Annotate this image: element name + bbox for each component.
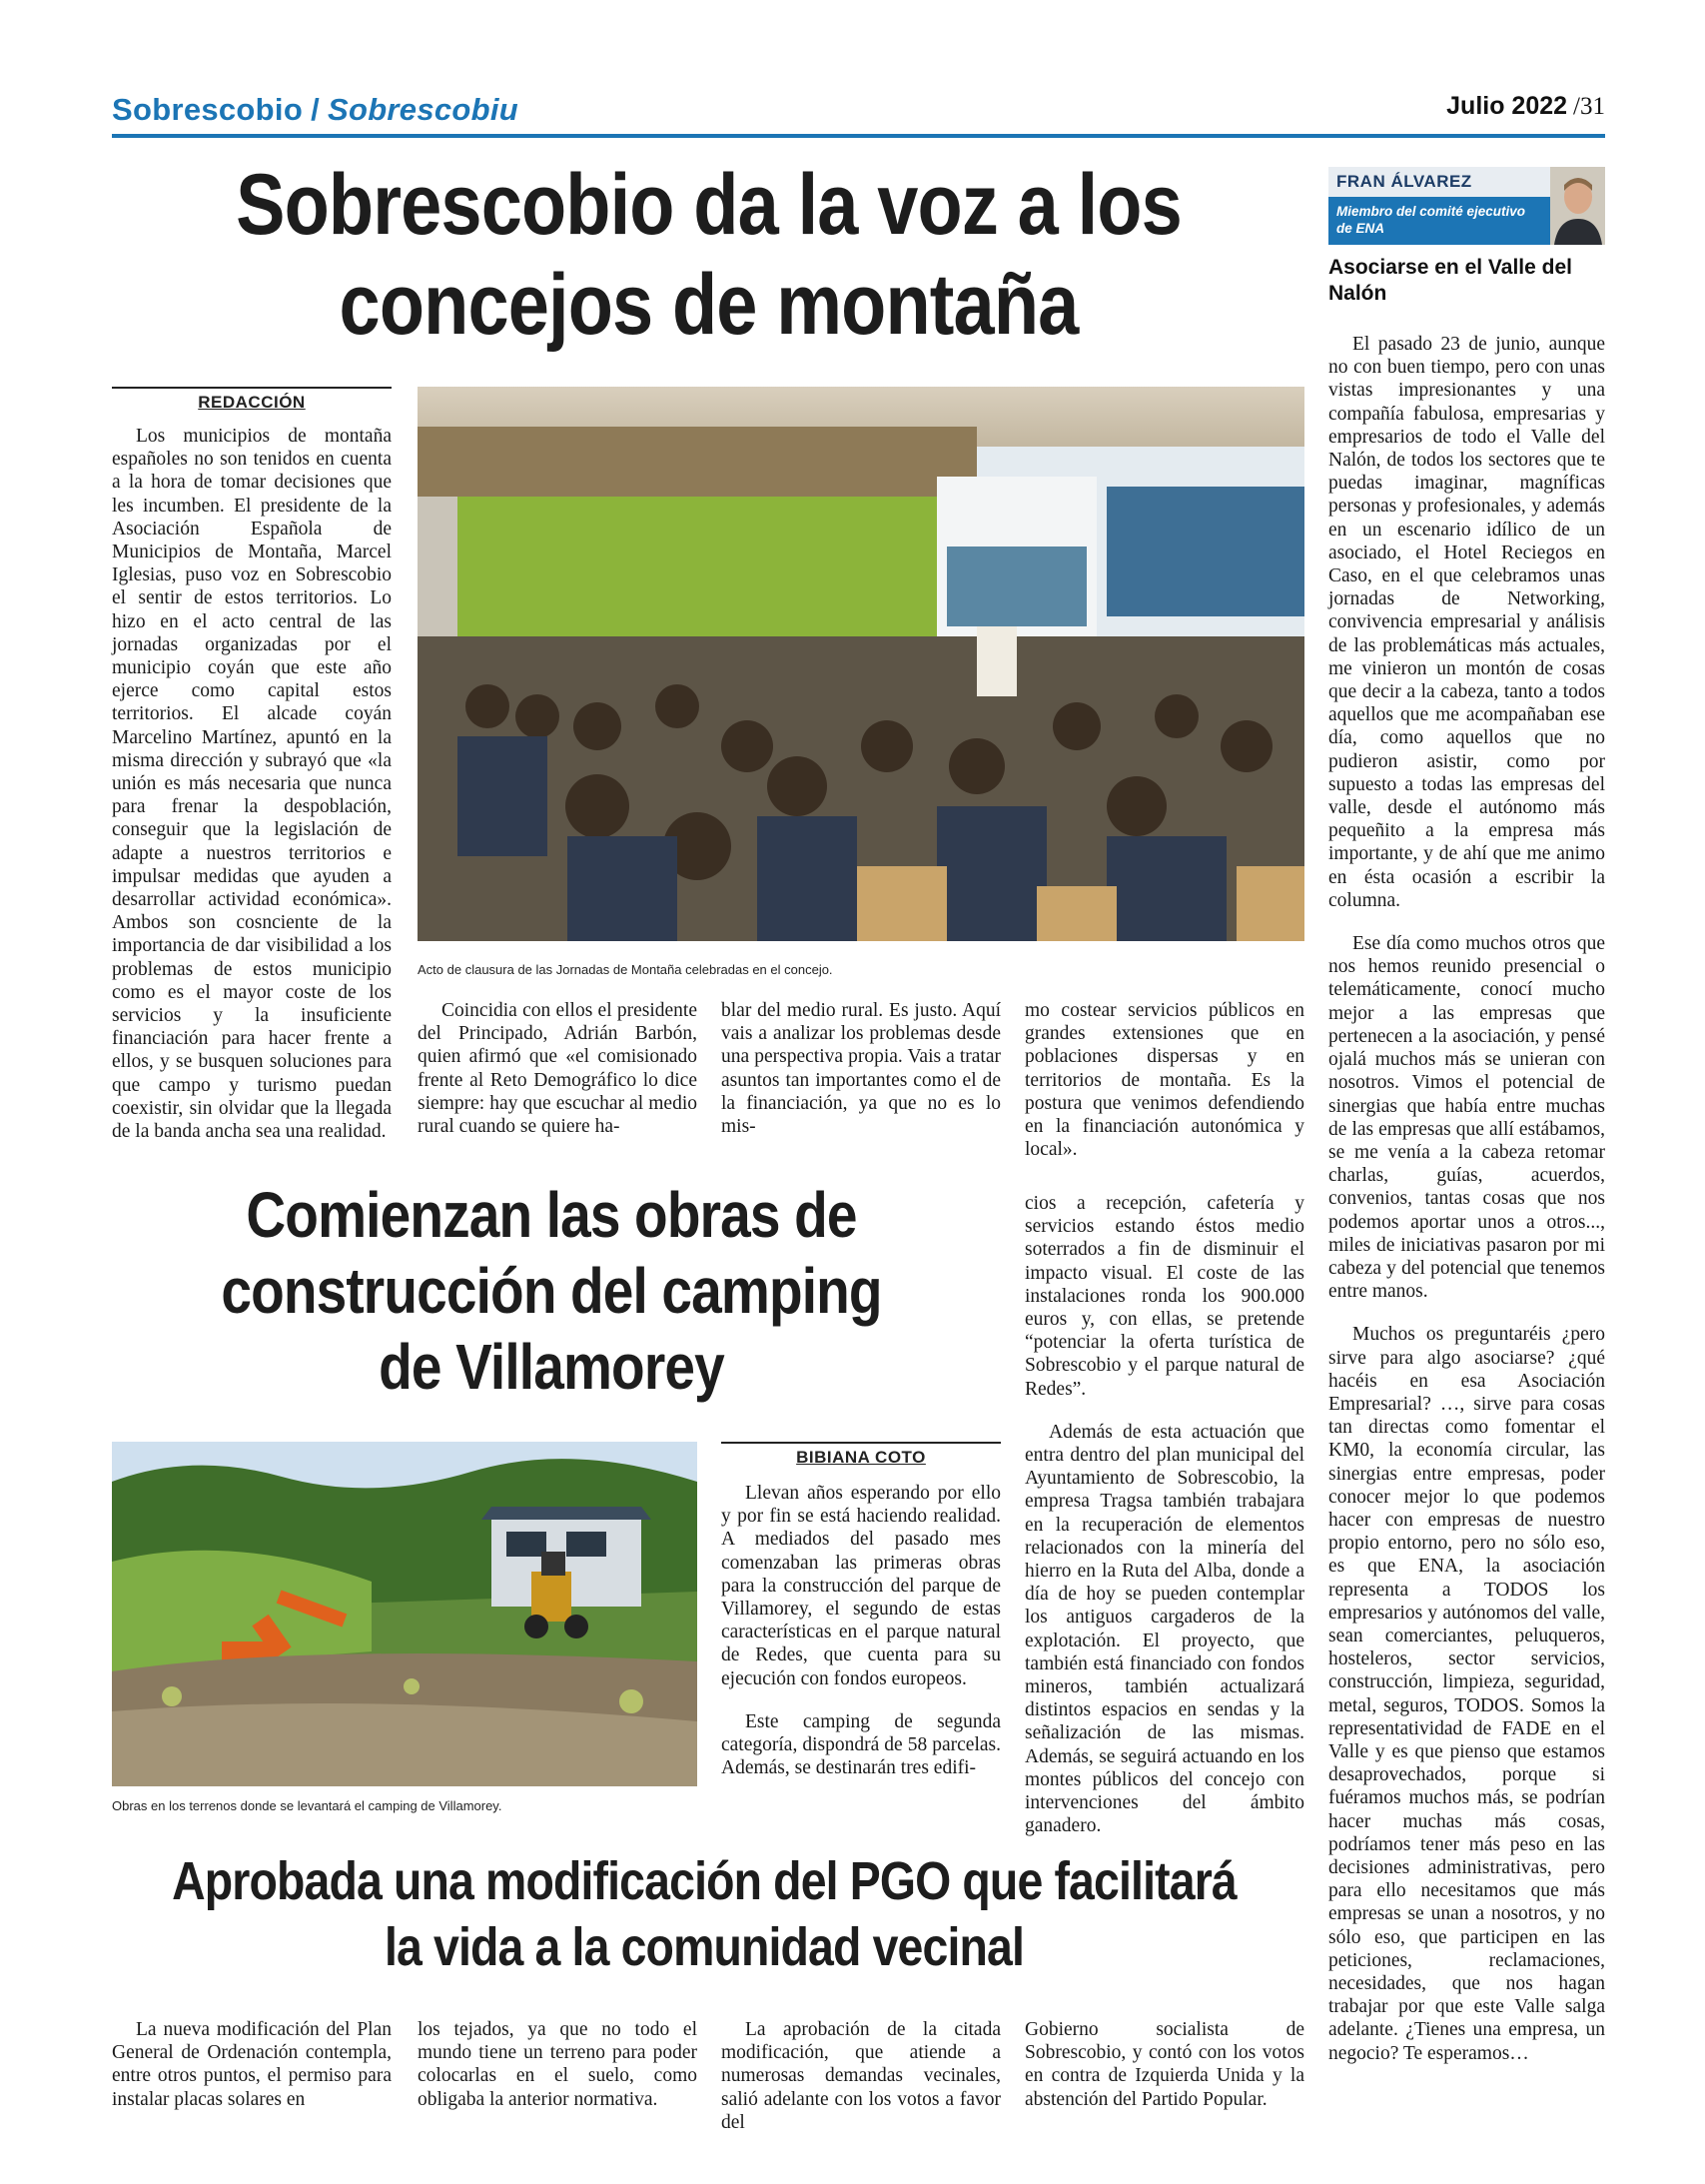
article2-col-b-paragraph-1: cios a recepción, cafetería y servicios estando éstos medio soterrados a fin de disminuir el impacto visual. El coste de las instalaciones ronda los 900.000 euros y, con ellas, se pretende “potenciar la oferta turística de Sobrescobio y el parque natural de Redes”. [1025,1193,1304,1400]
article2-col-b-paragraph-2: Además de esta actuación que entra dentro del plan municipal del Ayuntamiento de Sobrescobio, la empresa Tragsa también trabajara en la recuperación de elementos relacionados con la minería del hierro en la Ruta del Alba, donde a día de hoy se pueden contemplar los antiguos cargaderos de la explotación. El proyecto, que también está financiado con fondos mineros, también actualizará distintos espacios en sendas y la señalización de las mismas. Además, se seguirá actuando en los montes públicos del concejo con intervenciones del ámbito ganadero. [1025,1421,1304,1837]
article2-col-a-paragraph-1: Llevan años esperando por ello y por fin se está haciendo realidad. A mediados del pasado mes comenzaban las primeras obras para la construcción del parque de Villamorey, el segundo de estas características en el parque natural de Redes, que cuenta para su ejecución con fondos europeos. [721,1483,1001,1689]
columnist-role: Miembro del comité ejecutivo de ENA [1336,204,1526,236]
article1-headline [196,155,1223,355]
article1-col3-paragraph: blar del medio rural. Es justo. Aquí vais a analizar los problemas desde una perspectiva propia. Vais a tratar asuntos tan importantes como el de la financiación, ya que no es lo mis- [721,1000,1001,1138]
article1-headline-line1: Sobrescobio da la voz a los [236,157,1182,253]
section-label: Sobrescobio [112,92,304,127]
article3-headline-line2: la vida a la comunidad vecinal [384,1917,1025,1977]
article2-col-a-paragraph-2: Este camping de segunda categoría, dispondrá de 58 parcelas. Además, se destinarán tres edifi- [721,1710,1001,1779]
article2-headline-line3: de Villamorey [379,1331,724,1403]
conference-photo-caption: Acto de clausura de las Jornadas de Montaña celebradas en el concejo. [418,962,833,977]
article1-column-4 [1025,999,1304,1161]
opinion-paragraph-1: El pasado 23 de junio, aunque no con buen tiempo, pero con unas vistas impresionantes y una compañía fabulosa, empresarias y empresarios de todo el Valle del Nalón, de todos los sectores que te puedas imaginar, magníficas personas y profesionales, y además en un escenario idílico de un asociado, el Hotel Reciegos en Caso, en el que celebramos unas jornadas de Networking, convivencia empresarial y análisis de las problemáticas más actuales, me vinieron un montón de cosas que decir a la cabeza, tanto a todos aquellos que me acompañaban ese día, como aquellos que no pudieron asistir, como por supuesto a todas las empresas del valle, desde el autónomo más pequeñito a la empresa más importante, y de ahí que me animo en ésta ocasión a escribir la columna. [1328,334,1605,911]
article1-col4-paragraph: mo costear servicios públicos en grandes extensiones que en poblaciones dispersas y en territorios de montaña. Es la postura que venimos defendiendo en la financiación autonómica y local». [1025,1000,1304,1161]
camping-photo [112,1442,697,1786]
article3-column-3 [721,2018,1001,2134]
columnist-box [1328,167,1605,245]
article2-headline-line1: Comienzan las obras de [246,1179,857,1251]
section-separator: / [311,92,320,127]
opinion-paragraph-2: Ese día como muchos otros que nos hemos reunido presencial o telemáticamente, conocí mucho mejor a las empresas que pertenecen a la asociación, y pensé ojalá muchos más se unieran con nosotros. Vimos el potencial de sinergias que había entre muchas de las empresas que allí estábamos, se me venía a la cabeza retomar charlas, guías, acuerdos, convenios, tantas cosas que nos podemos aportar unos a otros..., miles de iniciativas pasaron por mi cabeza y del potencial que tenemos entre manos. [1328,933,1605,1303]
article3-col4-paragraph: Gobierno socialista de Sobrescobio, y contó con los votos en contra de Izquierda Unida y la abstención del Partido Popular. [1025,2019,1304,2110]
article1-column-2 [418,999,697,1138]
article3-col2-paragraph: los tejados, ya que no todo el mundo tiene un terreno para poder colocarlas en el suelo, como obligaba la anterior normativa. [418,2019,697,2110]
article3-headline [150,1848,1258,1980]
opinion-column [1328,333,1605,2065]
article3-headline-line1: Aprobada una modificación del PGO que facilitará [172,1851,1237,1911]
article3-col1-paragraph: La nueva modificación del Plan General de Ordenación contempla, entre otros puntos, el permiso para instalar placas solares en [112,2019,392,2110]
columnist-portrait-image [1550,167,1605,245]
article1-column-3 [721,999,1001,1138]
conference-photo-image [418,387,1304,941]
article2-column-1 [721,1482,1001,1779]
issue-date: Julio 2022 [1446,92,1568,120]
article1-headline-line2: concejos de montaña [339,257,1079,353]
page-number: /31 [1573,93,1605,120]
page-date-number [1446,92,1605,121]
camping-photo-caption: Obras en los terrenos donde se levantará el camping de Villamorey. [112,1798,502,1813]
article2-column-2 [1025,1192,1304,1837]
article1-byline: REDACCIÓN [112,387,392,413]
opinion-paragraph-3: Muchos os preguntaréis ¿pero sirve para algo asociarse? ¿qué hacéis en esa Asociación Empresarial? …, sirve para cosas tan directas como fomentar el KM0, la economía circular, las sinergias entre empresas, poder conocer mejor lo que podemos hacer con empresas de nuestro propio entorno, pero no sólo eso, es que ENA, la asociación representa a TODOS los empresarios y autónomos del valle, sean comerciantes, peluqueros, hosteleros, sector servicios, construcción, limpieza, seguridad, metal, seguros, TODOS. Somos la representatividad de FADE en el Valle y es que pienso que estamos desaprovechados, porque si fuéramos muchos más, se podrían hacer muchas más cosas, podríamos tener más peso en las decisiones administrativas, pero para ello necesitamos que más empresas se unan a nosotros, y no sólo eso, que participen en las peticiones, reclamaciones, necesidades, que nos hagan trabajar por que este Valle salga adelante. ¿Tienes una empresa, un negocio? Te esperamos… [1328,1324,1605,2064]
article2-headline-line2: construcción del camping [221,1255,882,1327]
article2-byline: BIBIANA COTO [721,1442,1001,1468]
conference-photo [418,387,1304,941]
camping-photo-image [112,1442,697,1786]
columnist-avatar [1550,167,1605,245]
article1-column-1 [112,425,392,1143]
article1-col1-paragraph: Los municipios de montaña españoles no son tenidos en cuenta a la hora de tomar decisiones que les incumben. El presidente de la Asociación Española de Municipios de Montaña, Marcel Iglesias, puso voz en Sobrescobio el sentir de estos territorios. Lo hizo en el acto central de las jornadas organizadas por el municipio coyán que este año ejerce como capital estos territorios. El alcade coyán Marcelino Martínez, apuntó en la misma dirección y subrayó que «la unión es más necesaria que nunca para frenar la despoblación, conseguir que la legislación de adapte a nuestros territorios e impulsar medidas que ayuden a desarrollar actividad económica». Ambos son cosnciente de la importancia de dar visibilidad a los problemas de estos municipio como es el mayor coste de los servicios y la insuficiente financiación para hacer frente a ellos, y se busquen soluciones para que campo y turismo puedan coexistir, sin olvidar que la llegada de la banda ancha sea una realidad. [112,426,392,1143]
header-rule [112,134,1605,138]
article3-column-1 [112,2018,392,2111]
article1-col2-paragraph: Coincidia con ellos el presidente del Principado, Adrián Barbón, quien afirmó que «el comisionado frente al Reto Demográfico lo dice siempre: hay que escuchar al medio rural cuando se quiere ha- [418,1000,697,1138]
article3-column-4 [1025,2018,1304,2111]
opinion-title: Asociarse en el Valle del Nalón [1328,256,1572,305]
columnist-name: FRAN ÁLVAREZ [1336,172,1472,191]
article3-column-2 [418,2018,697,2111]
article2-headline [174,1177,930,1405]
section-label-alt: Sobrescobiu [327,92,519,127]
section-name [112,92,518,128]
article3-col3-paragraph: La aprobación de la citada modificación, que atiende a numerosas demandas vecinales, salió adelante con los votos a favor del [721,2019,1001,2133]
